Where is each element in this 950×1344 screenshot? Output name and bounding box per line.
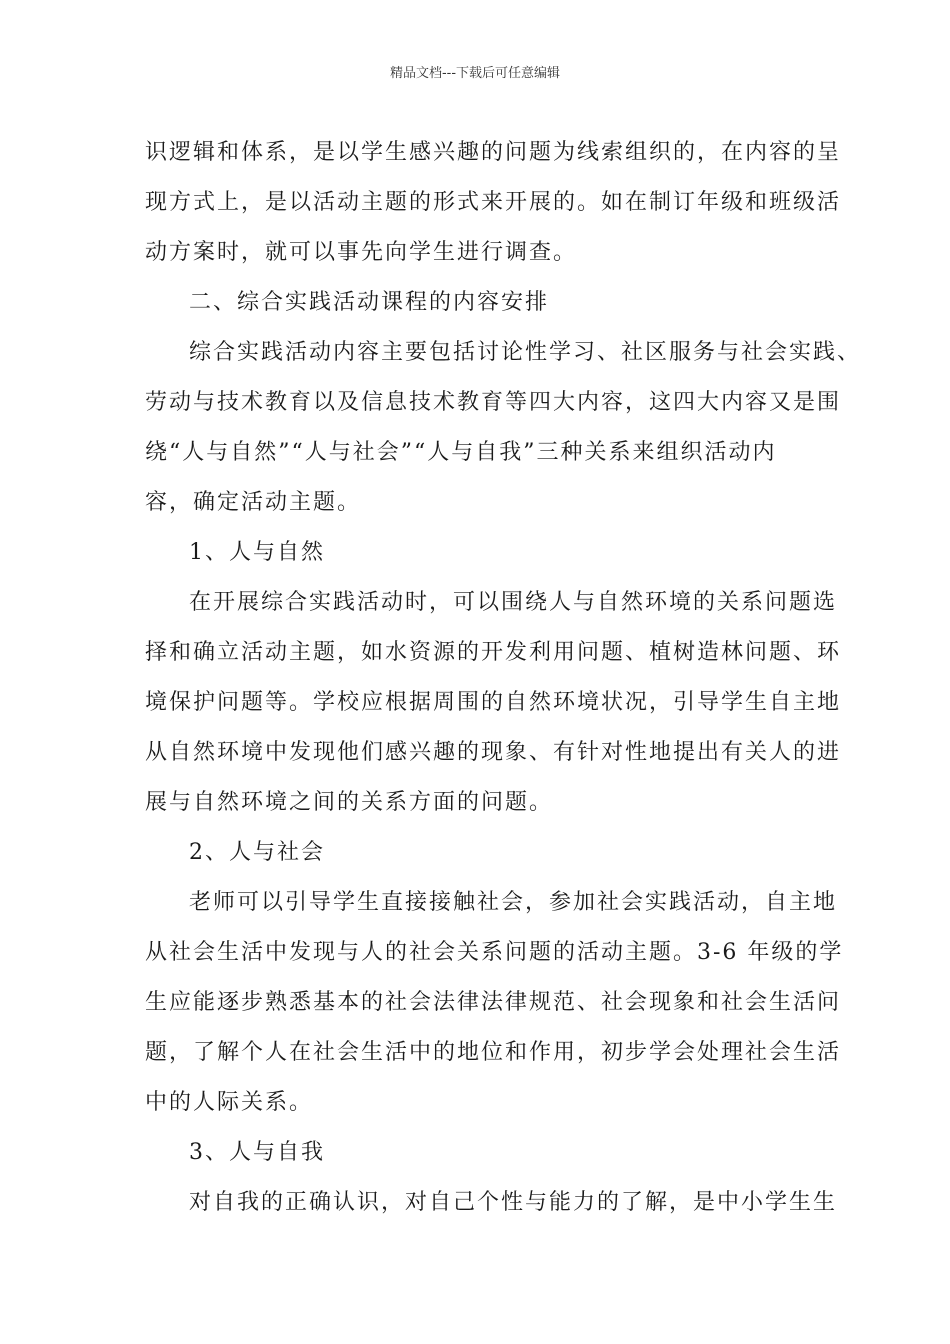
section-heading: 二、综合实践活动课程的内容安排 (189, 290, 550, 315)
text-line: 绕“人与自然”“人与社会”“人与自我”三种关系来组织活动内 (145, 440, 777, 465)
text-line: 择和确立活动主题，如水资源的开发利用问题、植树造林问题、环 (145, 640, 842, 665)
text-line: 从自然环境中发现他们感兴趣的现象、有针对性地提出有关人的进 (145, 740, 842, 765)
document-body (145, 128, 862, 1228)
text-line: 对自我的正确认识，对自己个性与能力的了解，是中小学生生 (189, 1190, 838, 1215)
text-line: 现方式上，是以活动主题的形式来开展的。如在制订年级和班级活 (145, 190, 842, 215)
text-line: 在开展综合实践活动时，可以围绕人与自然环境的关系问题选 (189, 590, 838, 615)
text-line: 动方案时，就可以事先向学生进行调查。 (145, 240, 578, 265)
page-header: 精品文档---下载后可任意编辑 (389, 66, 561, 81)
text-line: 中的人际关系。 (145, 1090, 314, 1115)
text-line: 题，了解个人在社会生活中的地位和作用，初步学会处理社会生活 (145, 1040, 842, 1065)
text-line: 劳动与技术教育以及信息技术教育等四大内容，这四大内容又是围 (145, 390, 842, 415)
subsection-heading: 1、人与自然 (189, 540, 325, 565)
subsection-heading: 3、人与自我 (189, 1140, 325, 1165)
text-line: 从社会生活中发现与人的社会关系问题的活动主题。3-6 年级的学 (145, 940, 844, 965)
text-line: 境保护问题等。学校应根据周围的自然环境状况，引导学生自主地 (145, 690, 842, 715)
text-line: 老师可以引导学生直接接触社会，参加社会实践活动，自主地 (189, 890, 838, 915)
text-line: 生应能逐步熟悉基本的社会法律法律规范、社会现象和社会生活问 (145, 990, 842, 1015)
text-line: 综合实践活动内容主要包括讨论性学习、社区服务与社会实践、 (189, 340, 862, 365)
text-line: 展与自然环境之间的关系方面的问题。 (145, 790, 554, 815)
text-line: 容，确定活动主题。 (145, 490, 362, 515)
text-line: 识逻辑和体系，是以学生感兴趣的问题为线索组织的，在内容的呈 (145, 140, 842, 165)
subsection-heading: 2、人与社会 (189, 840, 325, 865)
